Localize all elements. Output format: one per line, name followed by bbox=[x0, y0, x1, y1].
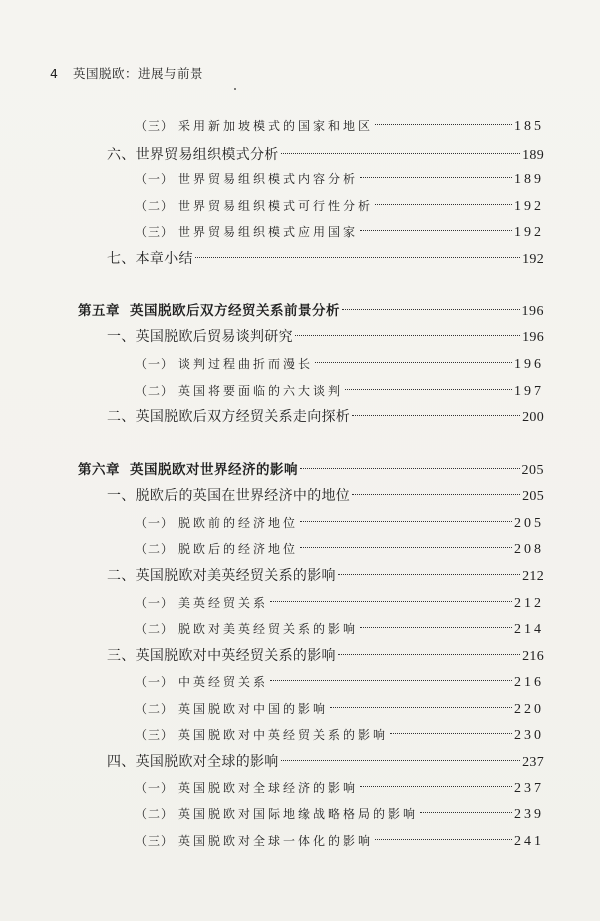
toc-page-number: 192 bbox=[514, 225, 544, 240]
toc-entry[interactable] bbox=[135, 512, 544, 534]
toc-page-number: 189 bbox=[522, 148, 544, 163]
leader-dots bbox=[360, 627, 512, 628]
leader-dots bbox=[375, 204, 512, 205]
leader-dots bbox=[300, 521, 512, 522]
leader-dots bbox=[270, 680, 512, 681]
leader-dots bbox=[352, 494, 520, 495]
toc-chapter-label: 第五章 英国脱欧后双方经贸关系前景分析 bbox=[78, 303, 340, 319]
running-title: 英国脱欧：进展与前景 bbox=[72, 66, 203, 81]
leader-dots bbox=[345, 389, 512, 390]
toc-entry-label: （三） 英国脱欧对中英经贸关系的影响 bbox=[135, 728, 389, 742]
toc-page-number: 189 bbox=[514, 172, 544, 187]
toc-page-number: 196 bbox=[521, 304, 544, 319]
toc-entry[interactable] bbox=[135, 830, 544, 852]
toc-page-number: 237 bbox=[514, 781, 544, 796]
toc-entry-label: 四、英国脱欧对全球的影响 bbox=[107, 754, 279, 770]
toc-entry-label: （二） 英国脱欧对中国的影响 bbox=[135, 702, 329, 716]
toc-entry[interactable] bbox=[135, 724, 544, 746]
toc-entry[interactable] bbox=[107, 751, 544, 773]
toc-entry-label: 二、英国脱欧后双方经贸关系走向探析 bbox=[107, 409, 351, 425]
leader-dots bbox=[330, 707, 512, 708]
toc-entry[interactable] bbox=[135, 380, 544, 402]
toc-entry-label: （二） 脱欧后的经济地位 bbox=[135, 542, 299, 556]
leader-dots bbox=[360, 177, 512, 178]
toc-page-number: 230 bbox=[514, 728, 544, 743]
toc-page-number: 200 bbox=[522, 410, 544, 425]
toc-chapter-label: 第六章 英国脱欧对世界经济的影响 bbox=[78, 462, 298, 478]
toc-entry-label: 二、英国脱欧对美英经贸关系的影响 bbox=[107, 568, 336, 584]
toc-entry-label: 六、世界贸易组织模式分析 bbox=[107, 147, 279, 163]
toc-entry[interactable] bbox=[135, 353, 544, 375]
toc-entry[interactable] bbox=[135, 168, 544, 190]
toc-entry[interactable] bbox=[135, 195, 544, 217]
toc-entry-label: （一） 脱欧前的经济地位 bbox=[135, 516, 299, 530]
toc-page-number: 196 bbox=[522, 330, 544, 345]
toc-entry[interactable] bbox=[135, 618, 544, 640]
toc-chapter-entry[interactable] bbox=[78, 459, 544, 481]
toc-page-number: 214 bbox=[514, 622, 544, 637]
leader-dots bbox=[281, 153, 520, 154]
toc-entry-label: （二） 脱欧对美英经贸关系的影响 bbox=[135, 622, 359, 636]
leader-dots bbox=[295, 335, 520, 336]
leader-dots bbox=[360, 230, 512, 231]
toc-page-number: 239 bbox=[514, 807, 544, 822]
toc-entry-label: （一） 谈判过程曲折而漫长 bbox=[135, 357, 314, 371]
toc-entry-label: （一） 英国脱欧对全球经济的影响 bbox=[135, 781, 359, 795]
toc-page-number: 216 bbox=[522, 649, 544, 664]
toc-entry-label: 一、英国脱欧后贸易谈判研究 bbox=[107, 329, 293, 345]
toc-entry[interactable] bbox=[135, 671, 544, 693]
toc-entry[interactable] bbox=[135, 538, 544, 560]
leader-dots bbox=[390, 733, 512, 734]
toc-entry-label: 七、本章小结 bbox=[107, 251, 193, 267]
leader-dots bbox=[315, 362, 512, 363]
toc-entry[interactable] bbox=[107, 485, 544, 507]
page-number: 4 bbox=[50, 66, 59, 81]
leader-dots bbox=[375, 124, 512, 125]
toc-page-number: 205 bbox=[521, 463, 544, 478]
toc-entry-label: （一） 世界贸易组织模式内容分析 bbox=[135, 172, 359, 186]
toc-entry-label: （二） 英国将要面临的六大谈判 bbox=[135, 384, 344, 398]
toc-page-number: 197 bbox=[514, 384, 544, 399]
toc-entry[interactable] bbox=[107, 248, 544, 270]
toc-page-number: 208 bbox=[514, 542, 544, 557]
leader-dots bbox=[342, 309, 520, 310]
leader-dots bbox=[338, 574, 520, 575]
toc-page-number: 216 bbox=[514, 675, 544, 690]
toc-entry[interactable] bbox=[135, 115, 544, 137]
toc-entry-label: 一、脱欧后的英国在世界经济中的地位 bbox=[107, 488, 351, 504]
toc-entry[interactable] bbox=[135, 803, 544, 825]
toc-entry-label: （二） 英国脱欧对国际地缘战略格局的影响 bbox=[135, 807, 419, 821]
toc-page-number: 196 bbox=[514, 357, 544, 372]
toc-entry[interactable] bbox=[107, 326, 544, 348]
toc-entry-label: （一） 中英经贸关系 bbox=[135, 675, 269, 689]
toc-chapter-entry[interactable] bbox=[78, 300, 544, 322]
toc-entry[interactable] bbox=[107, 144, 544, 166]
leader-dots bbox=[270, 601, 512, 602]
toc-page-number: 212 bbox=[514, 596, 544, 611]
toc-entry[interactable] bbox=[135, 221, 544, 243]
toc-entry[interactable] bbox=[107, 645, 544, 667]
toc-page-number: 192 bbox=[522, 252, 544, 267]
toc-entry[interactable] bbox=[135, 777, 544, 799]
toc-entry[interactable] bbox=[107, 406, 544, 428]
toc-entry[interactable] bbox=[135, 592, 544, 614]
leader-dots bbox=[281, 760, 520, 761]
toc-page-number: 220 bbox=[514, 702, 544, 717]
toc-page-number: 241 bbox=[514, 834, 544, 849]
toc-entry-label: 三、英国脱欧对中英经贸关系的影响 bbox=[107, 648, 336, 664]
leader-dots bbox=[352, 415, 520, 416]
leader-dots bbox=[195, 257, 520, 258]
toc-entry[interactable] bbox=[135, 698, 544, 720]
toc-entry-label: （二） 世界贸易组织模式可行性分析 bbox=[135, 199, 374, 213]
toc-entry-label: （三） 英国脱欧对全球一体化的影响 bbox=[135, 834, 374, 848]
toc-entry-label: （三） 世界贸易组织模式应用国家 bbox=[135, 225, 359, 239]
toc-page-number: 237 bbox=[522, 755, 544, 770]
toc-entry[interactable] bbox=[107, 565, 544, 587]
toc-page-number: 192 bbox=[514, 199, 544, 214]
toc-entry-label: （一） 美英经贸关系 bbox=[135, 596, 269, 610]
toc-entry-label: （三） 采用新加坡模式的国家和地区 bbox=[135, 119, 374, 133]
toc-page-number: 205 bbox=[522, 489, 544, 504]
leader-dots bbox=[420, 812, 512, 813]
leader-dots bbox=[300, 547, 512, 548]
leader-dots bbox=[375, 839, 512, 840]
leader-dots bbox=[300, 468, 520, 469]
leader-dots bbox=[360, 786, 512, 787]
toc-page-number: 212 bbox=[522, 569, 544, 584]
leader-dots bbox=[338, 654, 520, 655]
toc-page-number: 185 bbox=[514, 119, 544, 134]
toc-page-number: 205 bbox=[514, 516, 544, 531]
